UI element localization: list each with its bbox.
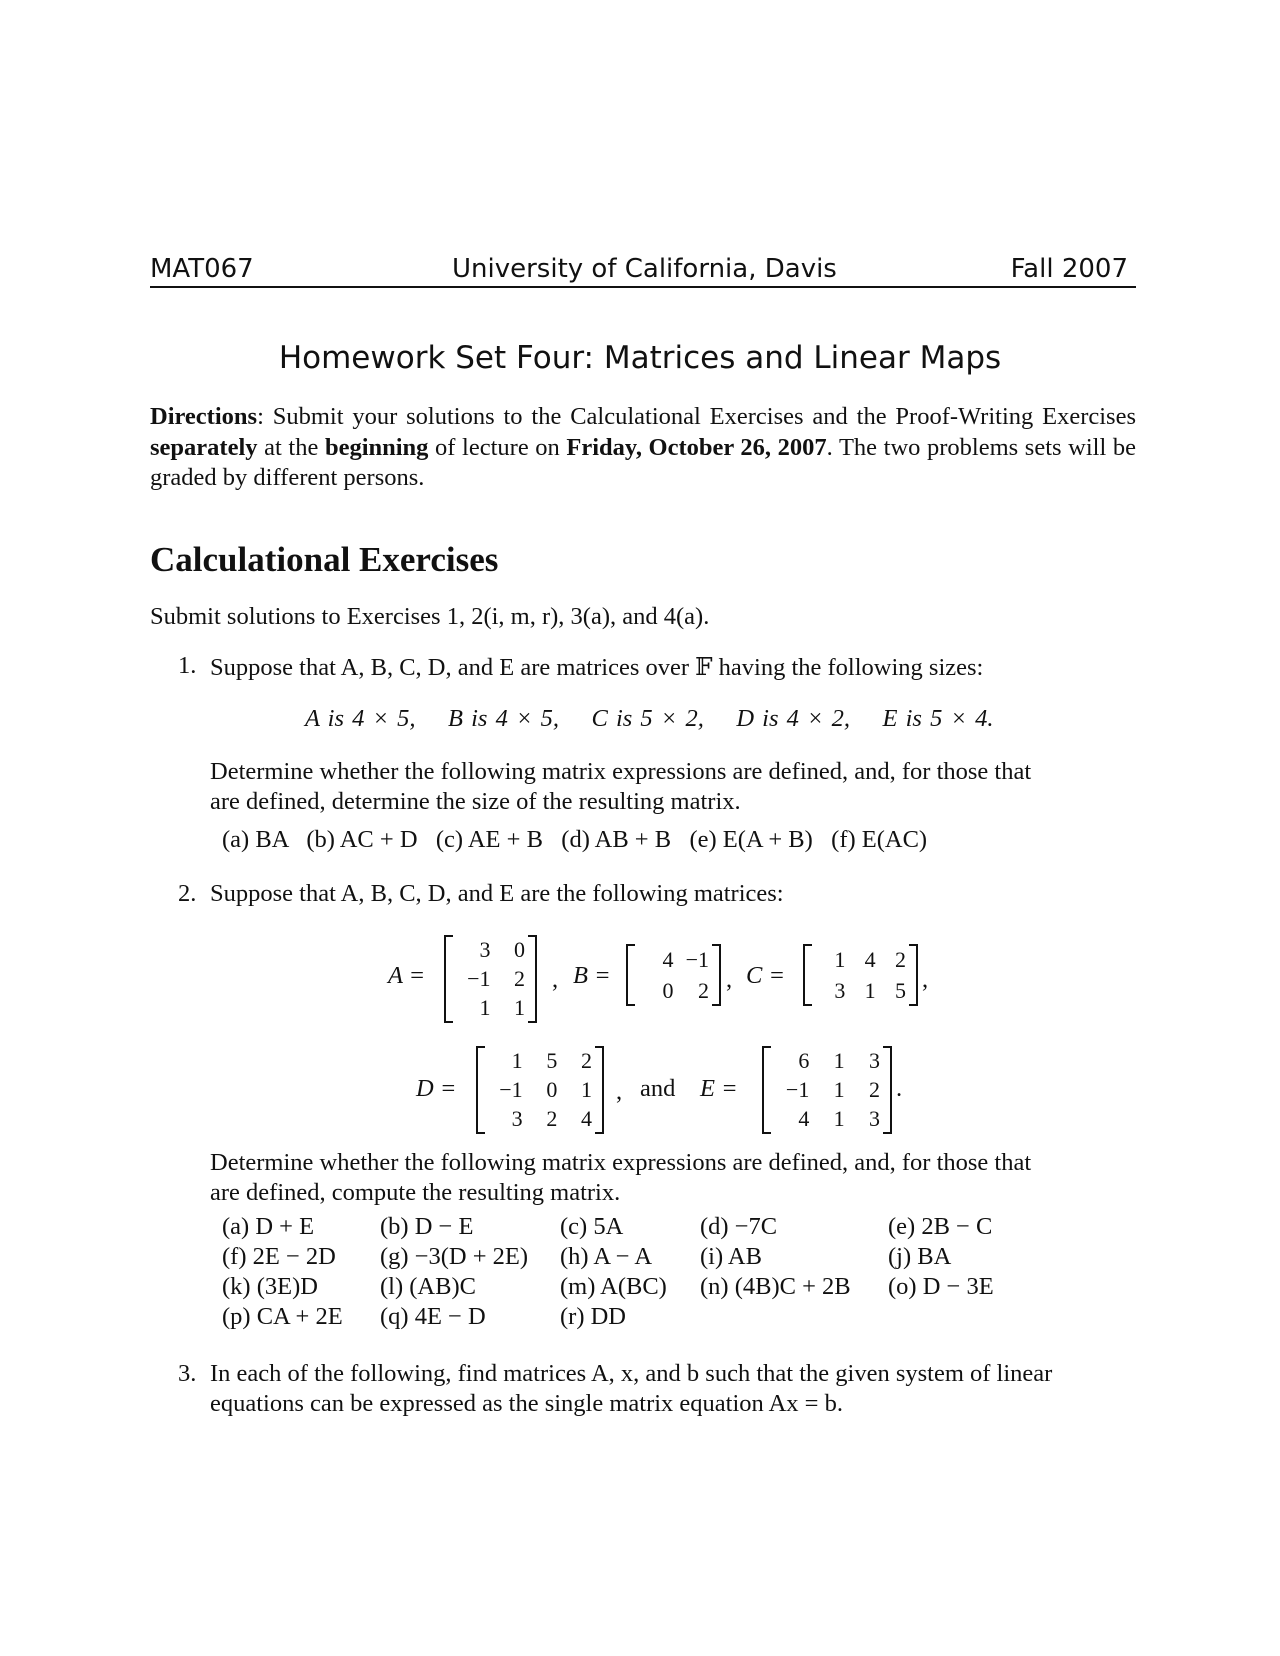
matrix-D-cell: 2 <box>581 1047 592 1073</box>
label-A: A = <box>388 962 426 989</box>
matrix-E-cell: 1 <box>833 1047 845 1073</box>
exercise-2-task-line-2: are defined, compute the resulting matrix. <box>210 1179 621 1206</box>
term: Fall 2007 <box>1010 254 1128 284</box>
matrix-A-cell: 1 <box>479 995 491 1021</box>
exercise-2-part: (d) −7C <box>700 1213 778 1240</box>
matrix-A-cell: 1 <box>514 995 525 1021</box>
matrix-D-cell: 2 <box>546 1106 558 1132</box>
matrix-A-cell: 2 <box>514 965 525 991</box>
directions-label: Directions <box>150 403 258 430</box>
exercise-3-line-2: equations can be expressed as the single matrix equation Ax = b. <box>210 1390 843 1417</box>
matrix-D-cell: 4 <box>581 1106 592 1132</box>
university-name: University of California, Davis <box>452 254 837 284</box>
matrix-D-left-bracket <box>476 1046 485 1134</box>
matrix-B-cell: 0 <box>662 977 674 1003</box>
page-title: Homework Set Four: Matrices and Linear Maps <box>278 340 1002 376</box>
matrix-C-cell: 1 <box>834 946 846 972</box>
exercise-3-number: 3. <box>178 1360 197 1387</box>
course-code: MAT067 <box>150 254 254 284</box>
matrix-E-left-bracket <box>762 1046 771 1134</box>
matrix-C-left-bracket <box>803 944 812 1006</box>
matrix-A-cell: −1 <box>467 965 491 991</box>
exercise-2-part: (m) A(BC) <box>560 1273 667 1300</box>
submit-note: Submit solutions to Exercises 1, 2(i, m, r), 3(a), and 4(a). <box>150 603 710 630</box>
label-D: D = <box>416 1075 457 1102</box>
exercise-2-part: (e) 2B − C <box>888 1213 993 1240</box>
exercise-2-part: (k) (3E)D <box>222 1273 318 1300</box>
matrix-E-right-bracket <box>883 1046 892 1134</box>
matrix-B-right-bracket <box>712 944 721 1006</box>
matrix-A-left-bracket <box>444 935 453 1023</box>
matrix-E-cell: 4 <box>798 1106 810 1132</box>
exercise-2-part: (f) 2E − 2D <box>222 1243 336 1270</box>
matrix-B-cell: 4 <box>662 946 674 972</box>
matrix-C-cell: 4 <box>864 946 876 972</box>
matrix-A-cell: 3 <box>479 936 491 962</box>
matrix-C-cell: 1 <box>864 977 876 1003</box>
directions-bold-1: separately <box>150 433 258 461</box>
exercise-2-part: (l) (AB)C <box>380 1273 476 1300</box>
exercise-2-part: (a) D + E <box>222 1213 315 1240</box>
exercise-2-intro: Suppose that A, B, C, D, and E are the following matrices: <box>210 880 784 907</box>
exercise-2-part: (p) CA + 2E <box>222 1303 343 1330</box>
directions-text-2: at the <box>257 433 325 461</box>
matrix-D-cell: 3 <box>511 1106 523 1132</box>
comma-B: , <box>726 966 733 993</box>
exercise-2-part: (q) 4E − D <box>380 1303 486 1330</box>
exercise-2-part: (r) DD <box>560 1303 626 1330</box>
comma-C: , <box>922 966 929 993</box>
matrix-B-cell: 2 <box>698 977 709 1003</box>
exercise-1-parts: (a) BA (b) AC + D (c) AE + B (d) AB + B (e) E(A + B) (f) E(AC) <box>222 826 928 853</box>
matrix-C-cell: 5 <box>895 977 906 1003</box>
directions-text-1: : Submit your solutions to the Calculational Exercises and the Proof-Writing Exercises <box>257 403 1136 430</box>
matrix-E-cell: 3 <box>868 1047 880 1073</box>
exercise-1-number: 1. <box>178 652 197 679</box>
matrix-E-cell: 2 <box>868 1076 880 1102</box>
matrix-E-cell: 1 <box>833 1106 845 1132</box>
exercise-2-part: (h) A − A <box>560 1243 653 1270</box>
exercise-2-part: (j) BA <box>888 1243 952 1270</box>
matrix-D <box>476 1046 604 1134</box>
matrix-C-right-bracket <box>909 944 918 1006</box>
label-B: B = <box>573 962 611 989</box>
directions-text-3: of lecture on <box>428 433 567 461</box>
label-C: C = <box>746 962 785 989</box>
matrix-D-cell: −1 <box>499 1076 523 1102</box>
exercise-2-number: 2. <box>178 880 197 907</box>
exercise-2-part: (n) (4B)C + 2B <box>700 1273 851 1300</box>
matrix-C-cell: 2 <box>895 946 906 972</box>
exercise-2-part: (g) −3(D + 2E) <box>380 1243 529 1270</box>
matrix-B <box>626 944 721 1006</box>
directions-bold-2: beginning <box>324 433 429 461</box>
comma-D: , <box>616 1078 623 1105</box>
matrix-D-cell: 1 <box>581 1076 592 1102</box>
exercise-1-task-line-1: Determine whether the following matrix expressions are defined, and, for those that <box>210 758 1032 785</box>
matrix-A-right-bracket <box>528 935 537 1023</box>
matrix-B-cell: −1 <box>685 946 709 972</box>
matrix-E-cell: −1 <box>785 1076 810 1102</box>
exercise-2-part: (b) D − E <box>380 1213 474 1240</box>
exercise-2-part: (o) D − 3E <box>888 1273 994 1300</box>
exercise-2-task-line-1: Determine whether the following matrix expressions are defined, and, for those that <box>210 1149 1032 1176</box>
exercise-3-line-1: In each of the following, find matrices A, x, and b such that the given system of linear <box>210 1360 1053 1387</box>
matrix-E-cell: 1 <box>833 1076 845 1102</box>
directions-text-4: . The two problems sets will be graded by different persons. <box>150 433 1136 491</box>
directions-due-date: Friday, October 26, 2007 <box>566 433 827 461</box>
label-E: E = <box>700 1075 738 1102</box>
exercise-2-part: (c) 5A <box>560 1213 624 1240</box>
and-word: and <box>640 1075 676 1102</box>
matrix-D-cell: 1 <box>511 1047 523 1073</box>
matrix-D-cell: 5 <box>546 1047 558 1073</box>
matrix-E <box>762 1046 892 1134</box>
matrix-D-cell: 0 <box>546 1076 558 1102</box>
matrix-C <box>803 944 918 1006</box>
exercise-1-task-line-2: are defined, determine the size of the resulting matrix. <box>210 788 741 815</box>
exercise-1-sizes: A is 4 × 5, B is 4 × 5, C is 5 × 2, D is 4 × 2, E is 5 × 4. <box>305 705 994 732</box>
comma-A: , <box>552 966 559 993</box>
matrix-C-cell: 3 <box>834 977 846 1003</box>
exercise-1-intro: Suppose that A, B, C, D, and E are matrices over 𝔽 having the following sizes: <box>210 654 984 681</box>
matrix-A-cell: 0 <box>514 936 525 962</box>
matrix-E-cell: 3 <box>868 1106 880 1132</box>
matrix-D-right-bracket <box>595 1046 604 1134</box>
page-header <box>150 252 1136 288</box>
matrix-A <box>444 935 537 1023</box>
directions-paragraph <box>150 402 1136 494</box>
exercise-2-part: (i) AB <box>700 1243 762 1270</box>
period-E: . <box>896 1075 903 1102</box>
matrix-E-cell: 6 <box>798 1047 810 1073</box>
matrix-B-left-bracket <box>626 944 635 1006</box>
section-heading: Calculational Exercises <box>150 540 499 579</box>
